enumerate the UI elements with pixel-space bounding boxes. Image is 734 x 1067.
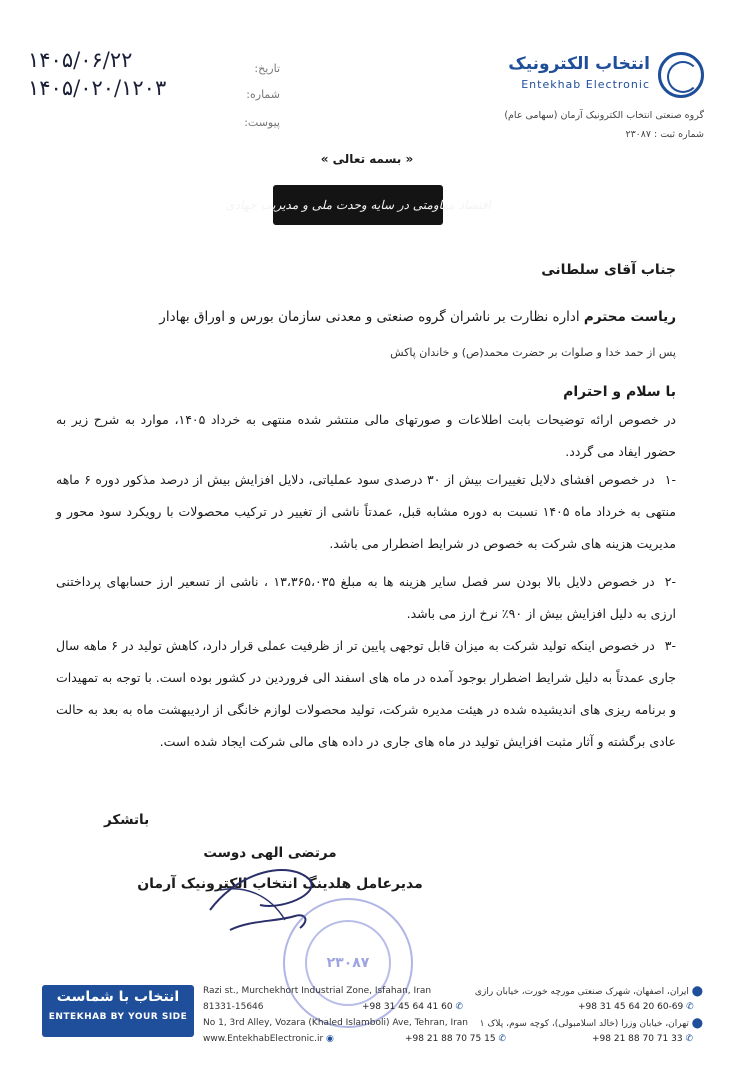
footer-postal: 81331-15646 xyxy=(203,1002,264,1012)
signer-title: مدیرعامل هلدینگ انتخاب الکترونیک آرمان xyxy=(137,876,423,892)
registration-number: شماره ثبت : ۲۳۰۸۷ xyxy=(625,129,704,140)
item-3-text: در خصوص اینکه تولید شرکت به میزان قابل توجهی پایین تر از ظرفیت عملی قرار دارد، کاهش تولید در ۶ ماهه سال جاری عمدتاً به دلیل شرایط اضطرار بوجود آمده در ماه های اسفند الی فروردین در کشور بوده است. با توجه به تمهیدات و برنامه ریزی های اندیشیده شده در هیئت مدیره شرکت، تولید محصولات لوازم خانگی از اردیبهشت ماه به بعد به حالت عادی برگشته و آثار مثبت افزایش تولید در ماه های جاری در داده های مالی شرکت ایجاد شده است. xyxy=(56,638,676,749)
globe-icon: ◉ xyxy=(326,1034,334,1044)
item-3-number: -۳ xyxy=(664,638,677,653)
footer-brand-persian: انتخاب با شماست xyxy=(56,989,180,1005)
stamp-number: ۲۳۰۸۷ xyxy=(305,920,391,1006)
greeting: با سلام و احترام xyxy=(563,384,676,400)
company-logo xyxy=(508,52,704,102)
footer-brand-box xyxy=(42,985,194,1037)
footer-address-2-en: No 1, 3rd Alley, Vozara (Khaled Islamboli) Ave, Tehran, Iran xyxy=(203,1018,469,1028)
bismillah-heading: « بسمه تعالی » xyxy=(320,152,414,166)
footer-website-text[interactable]: www.EntekhabElectronic.ir xyxy=(203,1034,324,1044)
date-handwritten: ۱۴۰۵/۰۶/۲۲ xyxy=(28,48,133,72)
logo-persian-text: انتخاب الکترونیک xyxy=(508,54,650,74)
footer-phone-4 xyxy=(592,1034,693,1044)
attachment-field xyxy=(120,116,280,129)
item-1-text: در خصوص افشای دلایل تغییرات بیش از ۳۰ درصدی سود عملیاتی، دلایل افزایش بیش از درصد مذکور دوره ۶ ماهه منتهی به خرداد ماه ۱۴۰۵ نسبت به دوره مشابه قبل، عمدتاً ناشی از تغییر در ترکیب محصولات با رویکرد سود محور و مدیریت هزینه های شرکت به خصوص در شرایط اضطرار می باشد. xyxy=(56,472,676,551)
footer-website[interactable] xyxy=(203,1034,334,1044)
signer-name: مرتضی الهی دوست xyxy=(203,845,337,861)
item-2-text: در خصوص دلایل بالا بودن سر فصل سایر هزینه ها به مبلغ ۱۳،۳۶۵،۰۳۵ ، ناشی از تسعیر ارز حسابهای پرداختنی ارزی به دلیل افزایش بیش از ۹۰٪ نرخ ارز می باشد. xyxy=(56,574,676,621)
location-pin-icon: ⬤ xyxy=(691,986,703,997)
phone-icon: ✆ xyxy=(455,1002,463,1012)
footer-address-2-fa-text: تهران، خیابان وزرا (خالد اسلامبولی)، کوچه سوم، پلاک ۱ xyxy=(479,1019,689,1029)
company-name: گروه صنعتی انتخاب الکترونیک آرمان (سهامی عام) xyxy=(504,110,704,121)
item-1-number: -۱ xyxy=(664,472,676,487)
slogan-calligraphy: اقتصاد مقاومتی در سایه وحدت ملی و مدیریت جهادی xyxy=(273,185,443,225)
date-label: تاریخ: xyxy=(254,62,280,75)
footer-phone-1 xyxy=(362,1002,463,1012)
intro-paragraph: در خصوص ارائه توضیحات بابت اطلاعات و صورتهای مالی منتشر شده منتهی به خرداد ۱۴۰۵، موارد به شرح زیر به حضور ایفاد می گردد. xyxy=(56,412,676,459)
footer-phone-4-text: +98 21 88 70 71 33 xyxy=(592,1034,683,1044)
footer-phone-2 xyxy=(578,1002,694,1012)
attachment-label: پیوست: xyxy=(244,116,280,129)
footer-phone-2-text: +98 31 45 64 20 60-69 xyxy=(578,1002,684,1012)
date-field xyxy=(120,62,280,75)
recipient-title-bold: ریاست محترم xyxy=(583,309,676,325)
footer-phone-3 xyxy=(405,1034,506,1044)
recipient-title xyxy=(56,309,676,325)
footer-address-1-en: Razi st., Murchekhort Industrial Zone, Isfahan, Iran xyxy=(203,986,432,996)
number-handwritten: ۱۴۰۵/۰۲۰/۱۲۰۳ xyxy=(28,76,167,100)
phone-icon: ✆ xyxy=(685,1034,693,1044)
footer-phone-3-text: +98 21 88 70 75 15 xyxy=(405,1034,496,1044)
footer-address-2-fa xyxy=(470,1018,703,1029)
footer-address-1-fa xyxy=(458,986,703,997)
item-2-paragraph xyxy=(56,566,676,630)
footer-address-1-fa-text: ایران، اصفهان، شهرک صنعتی مورچه خورت، خیابان رازی xyxy=(474,987,689,997)
number-label: شماره: xyxy=(246,88,280,101)
logo-english-text: Entekhab Electronic xyxy=(521,78,650,91)
logo-emblem-icon xyxy=(658,52,704,98)
location-pin-icon: ⬤ xyxy=(691,1018,703,1029)
recipient-title-rest: اداره نظارت بر ناشران گروه صنعتی و معدنی سازمان بورس و اوراق بهادار xyxy=(159,309,580,325)
footer-brand-english: ENTEKHAB BY YOUR SIDE xyxy=(48,1012,188,1022)
phone-icon: ✆ xyxy=(498,1034,506,1044)
recipient-name: جناب آقای سلطانی xyxy=(541,262,676,278)
item-2-number: -۲ xyxy=(664,574,676,589)
closing-thanks: باتشکر xyxy=(104,812,150,828)
item-3-paragraph xyxy=(56,630,676,758)
item-1-paragraph xyxy=(56,464,676,560)
footer-phone-1-text: +98 31 45 64 41 60 xyxy=(362,1002,453,1012)
phone-icon: ✆ xyxy=(686,1002,694,1012)
praise-line: پس از حمد خدا و صلوات بر حضرت محمد(ص) و خاندان پاکش xyxy=(390,346,676,359)
